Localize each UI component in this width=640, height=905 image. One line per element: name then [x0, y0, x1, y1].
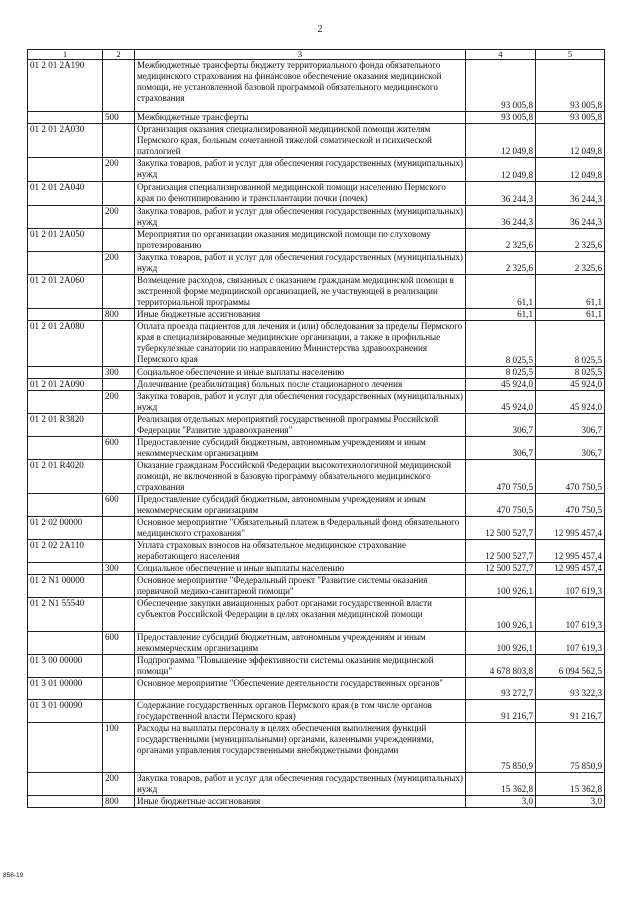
- row-value-col4: 306,7: [466, 414, 536, 437]
- row-expense-type: 600: [103, 632, 135, 655]
- row-value-col4: 100 926,1: [466, 598, 536, 632]
- row-code: 01 3 01 00000: [28, 678, 103, 700]
- row-value-col4: 93 272,7: [466, 678, 536, 700]
- row-value-col4: 3,0: [466, 796, 536, 808]
- row-value-col4: 45 924,0: [466, 391, 536, 414]
- row-code: [28, 437, 103, 460]
- row-value-col5: 306,7: [536, 414, 605, 437]
- table-row: [28, 655, 605, 678]
- row-value-col5: 470 750,5: [536, 460, 605, 494]
- row-expense-type: 800: [103, 796, 135, 808]
- row-code: [28, 563, 103, 575]
- row-value-col5: 12 049,8: [536, 158, 605, 182]
- row-code: 01 3 01 00090: [28, 700, 103, 723]
- row-name: Организация специализированной медицинской помощи населению Пермского края по фенотипированию и трансплантации почки (почек): [135, 182, 466, 206]
- row-code: 01 2 01 2A040: [28, 182, 103, 206]
- row-name: Предоставление субсидий бюджетным, автономным учреждениям и иным некоммерческим организациям: [135, 494, 466, 517]
- row-value-col5: 2 325,6: [536, 229, 605, 252]
- row-value-col4: 470 750,5: [466, 494, 536, 517]
- table-row: [28, 182, 605, 206]
- row-code: [28, 158, 103, 182]
- row-value-col4: 2 325,6: [466, 252, 536, 275]
- row-name: Обеспечение закупки авиационных работ органами государственной власти субъектов Российской Федерации в целях оказания медицинской помощи: [135, 598, 466, 632]
- table-row: [28, 437, 605, 460]
- row-value-col5: 107 619,3: [536, 598, 605, 632]
- row-name: Социальное обеспечение и иные выплаты населению: [135, 367, 466, 379]
- row-value-col5: 12 995 457,4: [536, 517, 605, 540]
- row-name: Закупка товаров, работ и услуг для обеспечения государственных (муниципальных) нужд: [135, 773, 466, 796]
- table-row: [28, 678, 605, 700]
- row-code: 01 2 02 2A110: [28, 540, 103, 563]
- row-code: 01 2 01 2A080: [28, 321, 103, 367]
- table-row: [28, 517, 605, 540]
- row-expense-type: [103, 124, 135, 158]
- row-name: Мероприятия по организации оказания медицинской помощи по слуховому протезированию: [135, 229, 466, 252]
- row-value-col5: 12 995 457,4: [536, 563, 605, 575]
- row-expense-type: [103, 655, 135, 678]
- row-code: [28, 632, 103, 655]
- page-number: 2: [317, 24, 323, 35]
- table-row: [28, 700, 605, 723]
- row-value-col5: 93 005,8: [536, 112, 605, 124]
- table-row: [28, 367, 605, 379]
- row-value-col4: 91 216,7: [466, 700, 536, 723]
- row-name: Возмещение расходов, связанных с оказанием гражданам медицинской помощи в экстренной форме медицинской организацией, не участвующей в реализации территориальной программы: [135, 275, 466, 309]
- row-expense-type: [103, 575, 135, 598]
- row-name: Закупка товаров, работ и услуг для обеспечения государственных (муниципальных) нужд: [135, 206, 466, 229]
- row-value-col5: 306,7: [536, 437, 605, 460]
- row-code: [28, 494, 103, 517]
- table-row: [28, 632, 605, 655]
- footer-code: 858-19: [3, 872, 24, 879]
- table-row: [28, 540, 605, 563]
- row-value-col4: 45 924,0: [466, 379, 536, 391]
- row-expense-type: 100: [103, 723, 135, 773]
- row-value-col5: 45 924,0: [536, 379, 605, 391]
- table-row: [28, 494, 605, 517]
- budget-table: [27, 49, 605, 808]
- row-expense-type: [103, 60, 135, 112]
- row-value-col5: 91 216,7: [536, 700, 605, 723]
- row-expense-type: [103, 517, 135, 540]
- row-code: [28, 367, 103, 379]
- row-name: Закупка товаров, работ и услуг для обеспечения государственных (муниципальных) нужд: [135, 391, 466, 414]
- row-value-col4: 100 926,1: [466, 575, 536, 598]
- row-value-col5: 93 322,3: [536, 678, 605, 700]
- row-expense-type: [103, 414, 135, 437]
- row-value-col5: 12 049,8: [536, 124, 605, 158]
- row-code: 01 2 01 2A190: [28, 60, 103, 112]
- row-value-col4: 36 244,3: [466, 182, 536, 206]
- row-name: Предоставление субсидий бюджетным, автономным учреждениям и иным некоммерческим организациям: [135, 437, 466, 460]
- row-name: Уплата страховых взносов на обязательное медицинское страхование неработающего населения: [135, 540, 466, 563]
- table-row: [28, 252, 605, 275]
- header-col-5: 5: [536, 50, 605, 60]
- row-value-col4: 75 850,9: [466, 723, 536, 773]
- table-row: [28, 414, 605, 437]
- row-name: Иные бюджетные ассигнования: [135, 309, 466, 321]
- table-row: [28, 391, 605, 414]
- row-name: Долечивание (реабилитация) больных после стационарного лечения: [135, 379, 466, 391]
- row-name: Оплата проезда пациентов для лечения и (или) обследования за пределы Пермского края в специализированные медицинские организации, а также в профильные туберкулезные санатории по направлению Министерства здравоохранения Пермского края: [135, 321, 466, 367]
- row-value-col5: 61,1: [536, 275, 605, 309]
- header-col-1: 1: [28, 50, 103, 60]
- row-value-col4: 8 025,5: [466, 367, 536, 379]
- row-value-col4: 36 244,3: [466, 206, 536, 229]
- row-code: [28, 391, 103, 414]
- row-name: Основное мероприятие "Обеспечение деятельности государственных органов": [135, 678, 466, 700]
- row-expense-type: [103, 275, 135, 309]
- row-expense-type: 300: [103, 367, 135, 379]
- header-col-3: 3: [135, 50, 466, 60]
- row-code: 01 2 01 2A060: [28, 275, 103, 309]
- row-code: 01 2 01 2A030: [28, 124, 103, 158]
- table-header-row: [28, 50, 605, 60]
- row-value-col4: 61,1: [466, 275, 536, 309]
- row-code: 01 2 01 R3820: [28, 414, 103, 437]
- row-value-col4: 93 005,8: [466, 112, 536, 124]
- row-expense-type: [103, 379, 135, 391]
- row-name: Закупка товаров, работ и услуг для обеспечения государственных (муниципальных) нужд: [135, 158, 466, 182]
- row-name: Иные бюджетные ассигнования: [135, 796, 466, 808]
- table-row: [28, 124, 605, 158]
- row-name: Межбюджетные трансферты: [135, 112, 466, 124]
- row-value-col5: 12 995 457,4: [536, 540, 605, 563]
- table-row: [28, 773, 605, 796]
- row-expense-type: 800: [103, 309, 135, 321]
- row-expense-type: 200: [103, 252, 135, 275]
- row-name: Оказание гражданам Российской Федерации высокотехнологичной медицинской помощи, не включенной в базовую программу обязательного медицинского страхования: [135, 460, 466, 494]
- table-row: [28, 309, 605, 321]
- row-value-col4: 470 750,5: [466, 460, 536, 494]
- row-value-col5: 61,1: [536, 309, 605, 321]
- row-value-col4: 93 005,8: [466, 60, 536, 112]
- row-value-col5: 2 325,6: [536, 252, 605, 275]
- row-value-col5: 8 025,5: [536, 321, 605, 367]
- row-value-col5: 75 850,9: [536, 723, 605, 773]
- row-value-col4: 100 926,1: [466, 632, 536, 655]
- row-expense-type: [103, 460, 135, 494]
- row-name: Закупка товаров, работ и услуг для обеспечения государственных (муниципальных) нужд: [135, 252, 466, 275]
- row-value-col5: 107 619,3: [536, 632, 605, 655]
- row-code: [28, 796, 103, 808]
- row-expense-type: 200: [103, 773, 135, 796]
- row-code: 01 2 01 R4020: [28, 460, 103, 494]
- row-name: Подпрограмма "Повышение эффективности системы оказания медицинской помощи": [135, 655, 466, 678]
- row-name: Основное мероприятие "Обязательный платеж в Федеральный фонд обязательного медицинского страхования": [135, 517, 466, 540]
- table-row: [28, 275, 605, 309]
- row-value-col5: 6 094 562,5: [536, 655, 605, 678]
- row-value-col5: 470 750,5: [536, 494, 605, 517]
- row-code: 01 3 00 00000: [28, 655, 103, 678]
- row-expense-type: [103, 700, 135, 723]
- row-expense-type: 600: [103, 437, 135, 460]
- row-value-col5: 36 244,3: [536, 182, 605, 206]
- row-code: [28, 112, 103, 124]
- table-row: [28, 796, 605, 808]
- row-code: 01 2 01 2A050: [28, 229, 103, 252]
- table-row: [28, 379, 605, 391]
- row-name: Реализация отдельных мероприятий государственной программы Российской Федерации "Развитие здравоохранения": [135, 414, 466, 437]
- table-row: [28, 460, 605, 494]
- row-expense-type: 500: [103, 112, 135, 124]
- table-row: [28, 598, 605, 632]
- row-expense-type: 200: [103, 391, 135, 414]
- row-name: Расходы на выплаты персоналу в целях обеспечения выполнения функций государственными (муниципальными) органами, казенными учреждениями, органами управления государственными внебюджетными фондами: [135, 723, 466, 773]
- row-value-col5: 36 244,3: [536, 206, 605, 229]
- row-name: Социальное обеспечение и иные выплаты населению: [135, 563, 466, 575]
- table-row: [28, 723, 605, 773]
- header-col-4: 4: [466, 50, 536, 60]
- table-row: [28, 229, 605, 252]
- row-name: Межбюджетные трансферты бюджету территориального фонда обязательного медицинского страхования на финансовое обеспечение оказания медицинской помощи, не установленной базовой программой обязательного медицинского страхования: [135, 60, 466, 112]
- row-value-col4: 8 025,5: [466, 321, 536, 367]
- row-expense-type: [103, 598, 135, 632]
- row-code: 01 2 N1 55540: [28, 598, 103, 632]
- header-col-2: 2: [103, 50, 135, 60]
- row-value-col4: 12 049,8: [466, 158, 536, 182]
- row-name: Основное мероприятие "Федеральный проект "Развитие системы оказания первичной медико-санитарной помощи": [135, 575, 466, 598]
- table-row: [28, 158, 605, 182]
- row-value-col4: 12 500 527,7: [466, 563, 536, 575]
- row-value-col4: 12 500 527,7: [466, 540, 536, 563]
- row-value-col5: 8 025,5: [536, 367, 605, 379]
- row-value-col5: 3,0: [536, 796, 605, 808]
- row-code: [28, 773, 103, 796]
- row-name: Предоставление субсидий бюджетным, автономным учреждениям и иным некоммерческим организациям: [135, 632, 466, 655]
- row-code: [28, 723, 103, 773]
- row-value-col5: 45 924,0: [536, 391, 605, 414]
- row-expense-type: 300: [103, 563, 135, 575]
- row-expense-type: [103, 229, 135, 252]
- table-row: [28, 206, 605, 229]
- row-value-col4: 15 362,8: [466, 773, 536, 796]
- row-code: 01 2 02 00000: [28, 517, 103, 540]
- row-value-col4: 12 500 527,7: [466, 517, 536, 540]
- row-value-col5: 93 005,8: [536, 60, 605, 112]
- row-expense-type: [103, 182, 135, 206]
- row-code: [28, 206, 103, 229]
- row-code: [28, 309, 103, 321]
- row-expense-type: 200: [103, 158, 135, 182]
- row-expense-type: [103, 540, 135, 563]
- row-value-col4: 2 325,6: [466, 229, 536, 252]
- row-expense-type: [103, 321, 135, 367]
- table-row: [28, 563, 605, 575]
- row-value-col4: 4 678 803,8: [466, 655, 536, 678]
- row-value-col4: 12 049,8: [466, 124, 536, 158]
- row-value-col5: 107 619,3: [536, 575, 605, 598]
- row-code: 01 2 01 2A090: [28, 379, 103, 391]
- table-row: [28, 112, 605, 124]
- row-code: [28, 252, 103, 275]
- row-expense-type: [103, 678, 135, 700]
- row-value-col5: 15 362,8: [536, 773, 605, 796]
- table-row: [28, 60, 605, 112]
- table-row: [28, 321, 605, 367]
- row-expense-type: 600: [103, 494, 135, 517]
- row-code: 01 2 N1 00000: [28, 575, 103, 598]
- table-row: [28, 575, 605, 598]
- row-name: Организация оказания специализированной медицинской помощи жителям Пермского края, больным сочетанной тяжелой соматической и психической патологией: [135, 124, 466, 158]
- row-value-col4: 61,1: [466, 309, 536, 321]
- row-value-col4: 306,7: [466, 437, 536, 460]
- row-name: Содержание государственных органов Пермского края (в том числе органов государственной власти Пермского края): [135, 700, 466, 723]
- row-expense-type: 200: [103, 206, 135, 229]
